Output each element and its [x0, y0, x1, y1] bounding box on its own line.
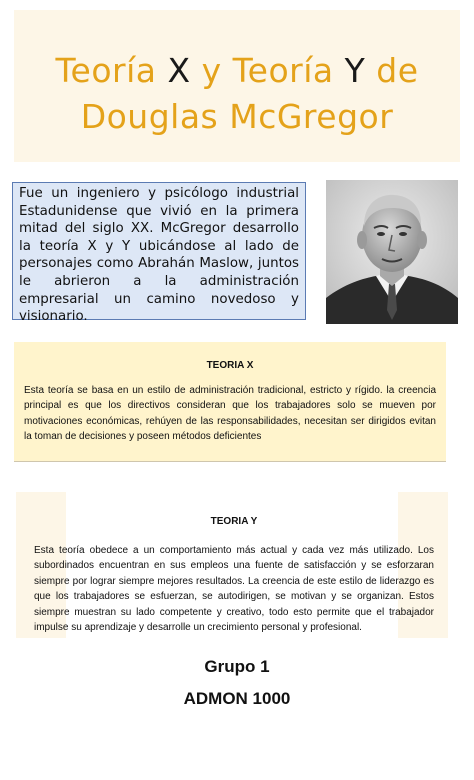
theory-y-heading: TEORIA Y — [210, 516, 258, 527]
theory-y-text: Esta teoría obedece a un comportamiento más actual y cada vez más utilizado. Los subordinados encuentran en sus empleos una fuente de satisfacción y se esforzaran siempre por lograr siempre mejores resultados. La creencia de este estilo de liderazgo es que los trabajadores se esfuerzan, se autodirigen, se motivan y se organizan. Estos siempre muestran su lado competente y creativo, todo esto permite que el trabajador impulse su aprendizaje y desarrolle un crecimiento personal y profesional. — [34, 545, 434, 634]
title-banner — [14, 10, 460, 162]
title-letter-y: Y — [344, 51, 366, 90]
course-label: ADMON 1000 — [183, 689, 291, 708]
theory-y-card — [34, 516, 434, 635]
portrait-illustration — [326, 180, 458, 324]
title-text-3: de — [365, 51, 419, 90]
group-label: Grupo 1 — [204, 657, 270, 676]
biography-text: Fue un ingeniero y psicólogo industrial Estadunidense que vivió en la primera mitad del siglo XX. McGregor desarrollo la teoría X y Y ubicándose al lado de personajes como Abrahán Maslow, juntos le abrieron a la administración empresarial un camino novedoso y visionario. — [19, 186, 299, 325]
theory-y-section — [16, 492, 448, 638]
title-letter-x: X — [167, 51, 191, 90]
portrait-photo — [326, 180, 458, 324]
title-text-2: y Teoría — [190, 51, 345, 90]
biography-box — [12, 182, 306, 325]
theory-x-card — [14, 342, 446, 462]
title-text-1: Teoría — [55, 51, 168, 90]
theory-x-text: Esta teoría se basa en un estilo de administración tradicional, estricto y rígido. la creencia principal es que los directivos consideran que los trabajadores solo se mueven por motivaciones económicas, rehúyen de las responsabilidades, necesitan ser dirigidos evitan la toman de decisiones y poseen métodos deficientes — [24, 385, 436, 443]
page-title-line-2: Douglas McGregor — [80, 97, 394, 136]
theory-x-heading: TEORIA X — [206, 360, 254, 371]
page-title-line-1 — [14, 48, 460, 94]
